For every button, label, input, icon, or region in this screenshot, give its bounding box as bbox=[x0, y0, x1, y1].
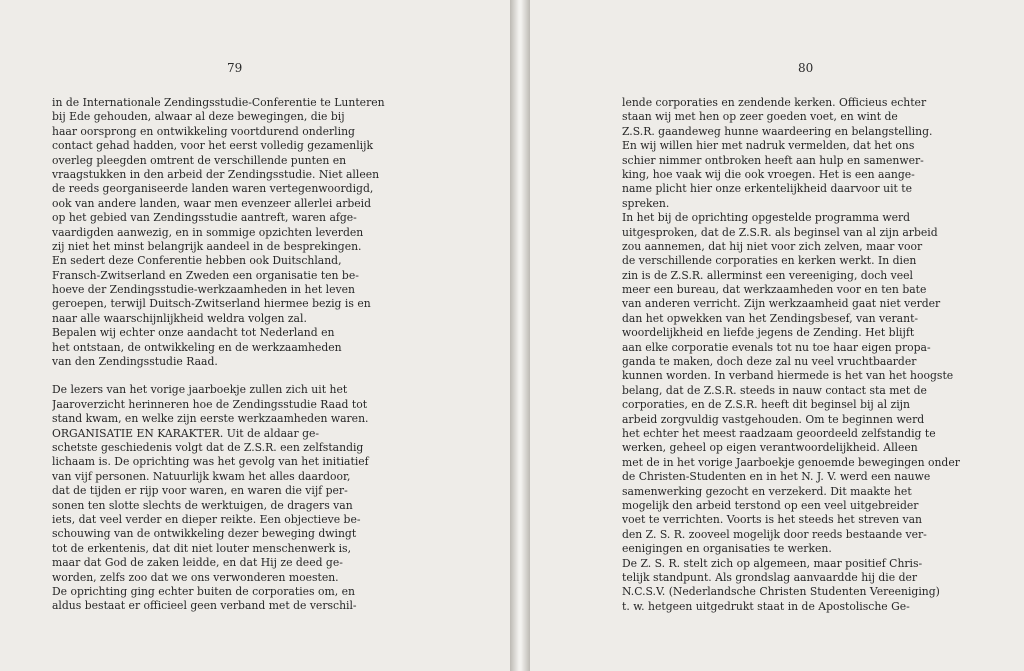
text-line: geroepen, terwijl Duitsch-Zwitserland hiermee bezig is en bbox=[52, 297, 371, 311]
text-line: vaardigden aanwezig, en in sommige opzichten leverden bbox=[52, 225, 364, 239]
page-number: 79 bbox=[227, 61, 243, 75]
text-line: de reeds georganiseerde landen waren vertegenwoordigd, bbox=[52, 182, 374, 196]
text-line: overleg pleegden omtrent de verschillende punten en bbox=[52, 153, 347, 167]
text-line: spreken. bbox=[622, 196, 670, 210]
text-line: het echter het meest raadzaam geoordeeld zelfstandig te bbox=[622, 426, 936, 440]
text-line: schouwing van de ontwikkeling dezer beweging dwingt bbox=[52, 527, 357, 541]
text-column bbox=[622, 96, 990, 614]
text-line: meer een bureau, dat werkzaamheden voor en ten bate bbox=[622, 283, 927, 297]
text-line: haar oorsprong en ontwikkeling voortdurend onderling bbox=[52, 124, 355, 138]
text-line: van den Zendingsstudie Raad. bbox=[52, 355, 218, 369]
text-line: voet te verrichten. Voorts is het steeds het streven van bbox=[622, 513, 923, 527]
text-line: woordelijkheid en liefde jegens de Zending. Het blijft bbox=[622, 326, 915, 340]
text-line: aan elke corporatie evenals tot nu toe haar eigen propa- bbox=[622, 340, 931, 354]
text-line: hoeve der Zendingsstudie-werkzaamheden in het leven bbox=[52, 283, 355, 297]
text-line: schetste geschiedenis volgt dat de Z.S.R. een zelfstandig bbox=[52, 440, 364, 454]
text-line: De oprichting ging echter buiten de corporaties om, en bbox=[52, 584, 355, 598]
book-gutter bbox=[510, 0, 530, 671]
text-line: sonen ten slotte slechts de werktuigen, de dragers van bbox=[52, 498, 353, 512]
text-line: Jaaroverzicht herinneren hoe de Zendingsstudie Raad tot bbox=[52, 397, 368, 411]
text-line: lende corporaties en zendende kerken. Officieus echter bbox=[622, 96, 927, 109]
text-line: van anderen verricht. Zijn werkzaamheid gaat niet verder bbox=[622, 297, 941, 311]
text-line: werken, geheel op eigen verantwoordelijkheid. Alleen bbox=[622, 441, 918, 455]
text-line: samenwerking gezocht en verzekerd. Dit maakte het bbox=[622, 484, 912, 498]
text-line: aldus bestaat er officieel geen verband met de verschil- bbox=[52, 599, 357, 613]
text-line: En wij willen hier met nadruk vermelden, dat het ons bbox=[622, 139, 915, 153]
text-line: belang, dat de Z.S.R. steeds in nauw contact sta met de bbox=[622, 383, 927, 397]
text-line: van vijf personen. Natuurlijk kwam het alles daardoor, bbox=[52, 469, 351, 483]
text-line: maar dat God de zaken leidde, en dat Hij ze deed ge- bbox=[52, 556, 343, 570]
text-line: dan het opwekken van het Zendingsbesef, van verant- bbox=[622, 311, 919, 325]
text-line: op het gebied van Zendingsstudie aantreft, waren afge- bbox=[52, 211, 357, 225]
text-line: ook van andere landen, waar men evenzeer allerlei arbeid bbox=[52, 196, 372, 210]
text-line: schier nimmer ontbroken heeft aan hulp en samenwer- bbox=[622, 153, 924, 167]
text-line: zin is de Z.S.R. allerminst een vereeniging, doch veel bbox=[622, 268, 913, 282]
text-line: met de in het vorige Jaarboekje genoemde bewegingen onder bbox=[622, 455, 960, 469]
text-line: de verschillende corporaties en kerken werkt. In dien bbox=[622, 254, 917, 268]
text-line: name plicht hier onze erkentelijkheid daarvoor uit te bbox=[622, 182, 913, 196]
text-line: zou aannemen, dat hij niet voor zich zelven, maar voor bbox=[622, 239, 923, 253]
text-line: corporaties, en de Z.S.R. heeft dit beginsel bij al zijn bbox=[622, 398, 910, 412]
text-line: En sedert deze Conferentie hebben ook Duitschland, bbox=[52, 254, 342, 268]
text-line: contact gehad hadden, voor het eerst volledig gezamenlijk bbox=[52, 139, 374, 153]
text-line: zij niet het minst belangrijk aandeel in de besprekingen. bbox=[52, 239, 362, 253]
page-number: 80 bbox=[798, 61, 814, 75]
right-page bbox=[530, 0, 1024, 671]
text-column bbox=[52, 96, 420, 614]
text-line: bij Ede gehouden, alwaar al deze bewegingen, die bij bbox=[52, 110, 345, 124]
text-line: in de Internationale Zendingsstudie-Conferentie te Lunteren bbox=[52, 96, 385, 109]
text-line: king, hoe vaak wij die ook vroegen. Het is een aange- bbox=[622, 167, 915, 181]
text-line: lichaam is. De oprichting was het gevolg van het initiatief bbox=[52, 455, 369, 469]
text-line: Z.S.R. gaandeweg hunne waardeering en belangstelling. bbox=[622, 124, 933, 138]
text-line: t. w. hetgeen uitgedrukt staat in de Apostolische Ge- bbox=[622, 599, 910, 613]
left-page bbox=[0, 0, 510, 671]
text-line: Fransch-Zwitserland en Zweden een organisatie ten be- bbox=[52, 268, 359, 282]
text-line: kunnen worden. In verband hiermede is het van het hoogste bbox=[622, 369, 954, 383]
text-line: uitgesproken, dat de Z.S.R. als beginsel van al zijn arbeid bbox=[622, 225, 938, 239]
text-line: ORGANISATIE EN KARAKTER. Uit de aldaar ge- bbox=[52, 426, 320, 440]
text-line: staan wij met hen op zeer goeden voet, en wint de bbox=[622, 110, 898, 124]
text-line bbox=[52, 369, 420, 383]
text-line: worden, zelfs zoo dat we ons verwonderen moesten. bbox=[52, 570, 339, 584]
text-line: den Z. S. R. zooveel mogelijk door reeds bestaande ver- bbox=[622, 527, 927, 541]
text-line: De lezers van het vorige jaarboekje zullen zich uit het bbox=[52, 383, 348, 397]
text-line: arbeid zorgvuldig vastgehouden. Om te beginnen werd bbox=[622, 412, 925, 426]
text-line: tot de erkentenis, dat dit niet louter menschenwerk is, bbox=[52, 541, 352, 555]
text-line: N.C.S.V. (Nederlandsche Christen Studenten Vereeniging) bbox=[622, 585, 940, 599]
text-line: het ontstaan, de ontwikkeling en de werkzaamheden bbox=[52, 340, 342, 354]
text-line: vraagstukken in den arbeid der Zendingsstudie. Niet alleen bbox=[52, 167, 380, 181]
text-line: In het bij de oprichting opgestelde programma werd bbox=[622, 211, 911, 225]
text-line: eenigingen en organisaties te werken. bbox=[622, 542, 832, 556]
text-line: naar alle waarschijnlijkheid weldra volgen zal. bbox=[52, 311, 307, 325]
text-line: iets, dat veel verder en dieper reikte. Een objectieve be- bbox=[52, 512, 361, 526]
text-line: dat de tijden er rijp voor waren, en waren die vijf per- bbox=[52, 484, 348, 498]
text-line: de Christen-Studenten en in het N. J. V. werd een nauwe bbox=[622, 470, 931, 484]
text-line: Bepalen wij echter onze aandacht tot Nederland en bbox=[52, 326, 335, 340]
text-line: telijk standpunt. Als grondslag aanvaardde hij die der bbox=[622, 570, 918, 584]
text-line: De Z. S. R. stelt zich op algemeen, maar positief Chris- bbox=[622, 556, 923, 570]
text-line: ganda te maken, doch deze zal nu veel vruchtbaarder bbox=[622, 355, 917, 369]
text-line: stand kwam, en welke zijn eerste werkzaamheden waren. bbox=[52, 412, 369, 426]
text-line: mogelijk den arbeid terstond op een veel uitgebreider bbox=[622, 498, 919, 512]
